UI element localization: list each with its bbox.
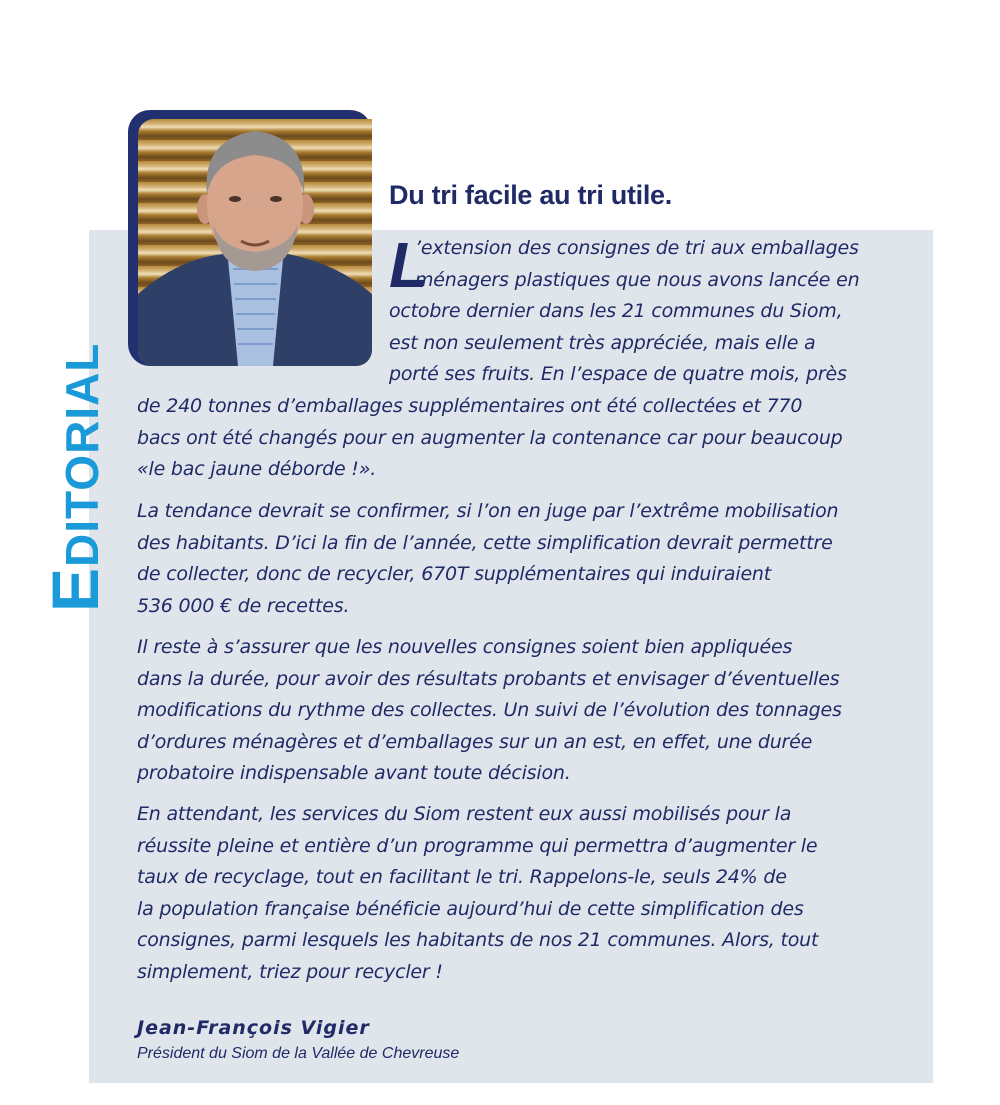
text-line: dans la durée, pour avoir des résultats probants et envisager d’éventuelles: [137, 667, 840, 690]
text-line: simplement, triez pour recycler !: [137, 960, 443, 983]
signature-name: Jean-François Vigier: [137, 1017, 370, 1039]
dropcap-letter: L: [389, 229, 429, 301]
intro-paragraph-narrow: [389, 229, 919, 391]
text-line: octobre dernier dans les 21 communes du Siom,: [389, 300, 843, 323]
text-line: La tendance devrait se confirmer, si l’on en juge par l’extrême mobilisation: [137, 500, 839, 522]
text-line: réussite pleine et entière d’un programme qui permettra d’augmenter le: [137, 834, 818, 857]
paragraph-conclusion: [137, 799, 917, 989]
text-line: la population française bénéficie aujourd’hui de cette simplification des: [137, 897, 804, 920]
paragraph-follow-up: [137, 632, 917, 790]
text-line: est non seulement très appréciée, mais elle a: [389, 331, 816, 354]
section-label-rest: DITORIAL: [56, 342, 108, 567]
text-line: 536 000 € de recettes.: [137, 594, 350, 617]
signature-role: Président du Siom de la Vallée de Chevreuse: [137, 1045, 460, 1062]
text-line: d’ordures ménagères et d’emballages sur un an est, en effet, une durée: [137, 730, 813, 753]
text-line: Il reste à s’assurer que les nouvelles consignes soient bien appliquées: [137, 636, 793, 658]
text-line: «le bac jaune déborde !».: [137, 458, 377, 481]
text-line: bacs ont été changés pour en augmenter la contenance car pour beaucoup: [137, 426, 843, 449]
text-line: taux de recyclage, tout en facilitant le tri. Rappelons-le, seuls 24% de: [137, 866, 787, 889]
text-line: modifications du rythme des collectes. Un suivi de l’évolution des tonnages: [137, 699, 842, 722]
text-line: consignes, parmi lesquels les habitants de nos 21 communes. Alors, tout: [137, 929, 819, 952]
text-line: porté ses fruits. En l’espace de quatre mois, près: [389, 363, 847, 386]
text-line: de collecter, donc de recycler, 670T supplémentaires qui induiraient: [137, 563, 772, 586]
section-label-editorial: [38, 342, 112, 612]
text-line: des habitants. D’ici la fin de l’année, cette simplification devrait permettre: [137, 531, 833, 554]
text-line: En attendant, les services du Siom restent eux aussi mobilisés pour la: [137, 803, 792, 825]
editorial-headline: Du tri facile au tri utile.: [389, 180, 672, 210]
person-silhouette-icon: [138, 119, 372, 366]
portrait-frame: [128, 110, 372, 366]
paragraph-trend: [137, 496, 917, 622]
text-line: de 240 tonnes d’emballages supplémentaires ont été collectées et 770: [137, 395, 803, 417]
intro-paragraph-wide: [137, 391, 917, 486]
section-label-initial: E: [38, 566, 112, 612]
text-line: ménagers plastiques que nous avons lancée en: [415, 268, 860, 291]
text-line: probatoire indispensable avant toute décision.: [137, 762, 571, 785]
portrait-photo: [138, 119, 372, 366]
text-line: ’extension des consignes de tri aux emballages: [415, 237, 859, 259]
